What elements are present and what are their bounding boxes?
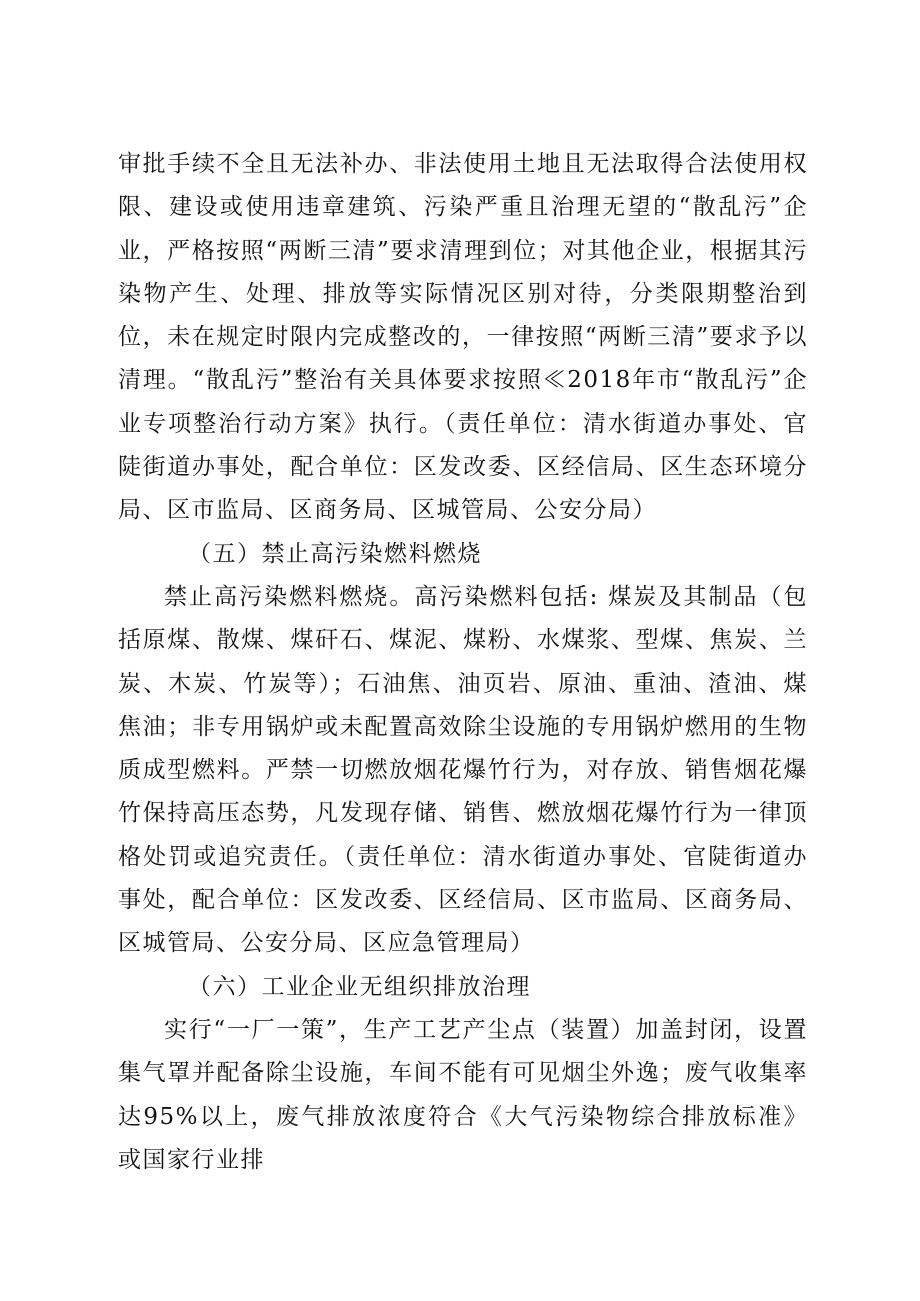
section-heading-5: （五）禁止高污染燃料燃烧 — [188, 540, 482, 567]
section-heading-6: （六）工业企业无组织排放治理 — [188, 973, 531, 1000]
paragraph-high-pollution-fuel: 禁止高污染燃料燃烧。高污染燃料包括: 煤炭及其制品（包括原煤、散煤、煤矸石、煤泥、煤粉、水煤浆、型煤、焦炭、兰炭、木炭、竹炭等）；石油焦、油页岩、原油、重油、渣油、煤焦油；非专用锅炉或未配置高效除尘设施的专用锅炉燃用的生物质成型燃料。严禁一切燃放烟花爆竹行为，对存放、销售烟花爆竹保持高压态势，凡发现存储、销售、燃放烟花爆竹行为一律顶格处罚或追究责任。（责任单位：清水街道办事处、官陡街道办事处，配合单位：区发改委、区经信局、区市监局、区商务局、区城管局、公安分局、区应急管理局） — [118, 583, 808, 957]
paragraph-unorganized-emission: 实行“一厂一策”，生产工艺产尘点（装置）加盖封闭，设置集气罩并配备除尘设施，车间不能有可见烟尘外逸；废气收集率达95%以上，废气排放浓度符合《大气污染物综合排放标准》或国家行业排 — [118, 1016, 808, 1173]
paragraph-scattered-polluting-enterprises: 审批手续不全且无法补办、非法使用土地且无法取得合法使用权限、建设或使用违章建筑、污染严重且治理无望的“散乱污”企业，严格按照“两断三清”要求清理到位；对其他企业，根据其污染物产生、处理、排放等实际情况区别对待，分类限期整治到位，未在规定时限内完成整改的，一律按照“两断三清”要求予以清理。“散乱污”整治有关具体要求按照≪2018年市“散乱污”企业专项整治行动方案》执行。（责任单位：清水街道办事处、官陡街道办事处，配合单位：区发改委、区经信局、区生态环境分局、区市监局、区商务局、区城管局、公安分局） — [118, 151, 808, 524]
document-body — [118, 143, 808, 1182]
